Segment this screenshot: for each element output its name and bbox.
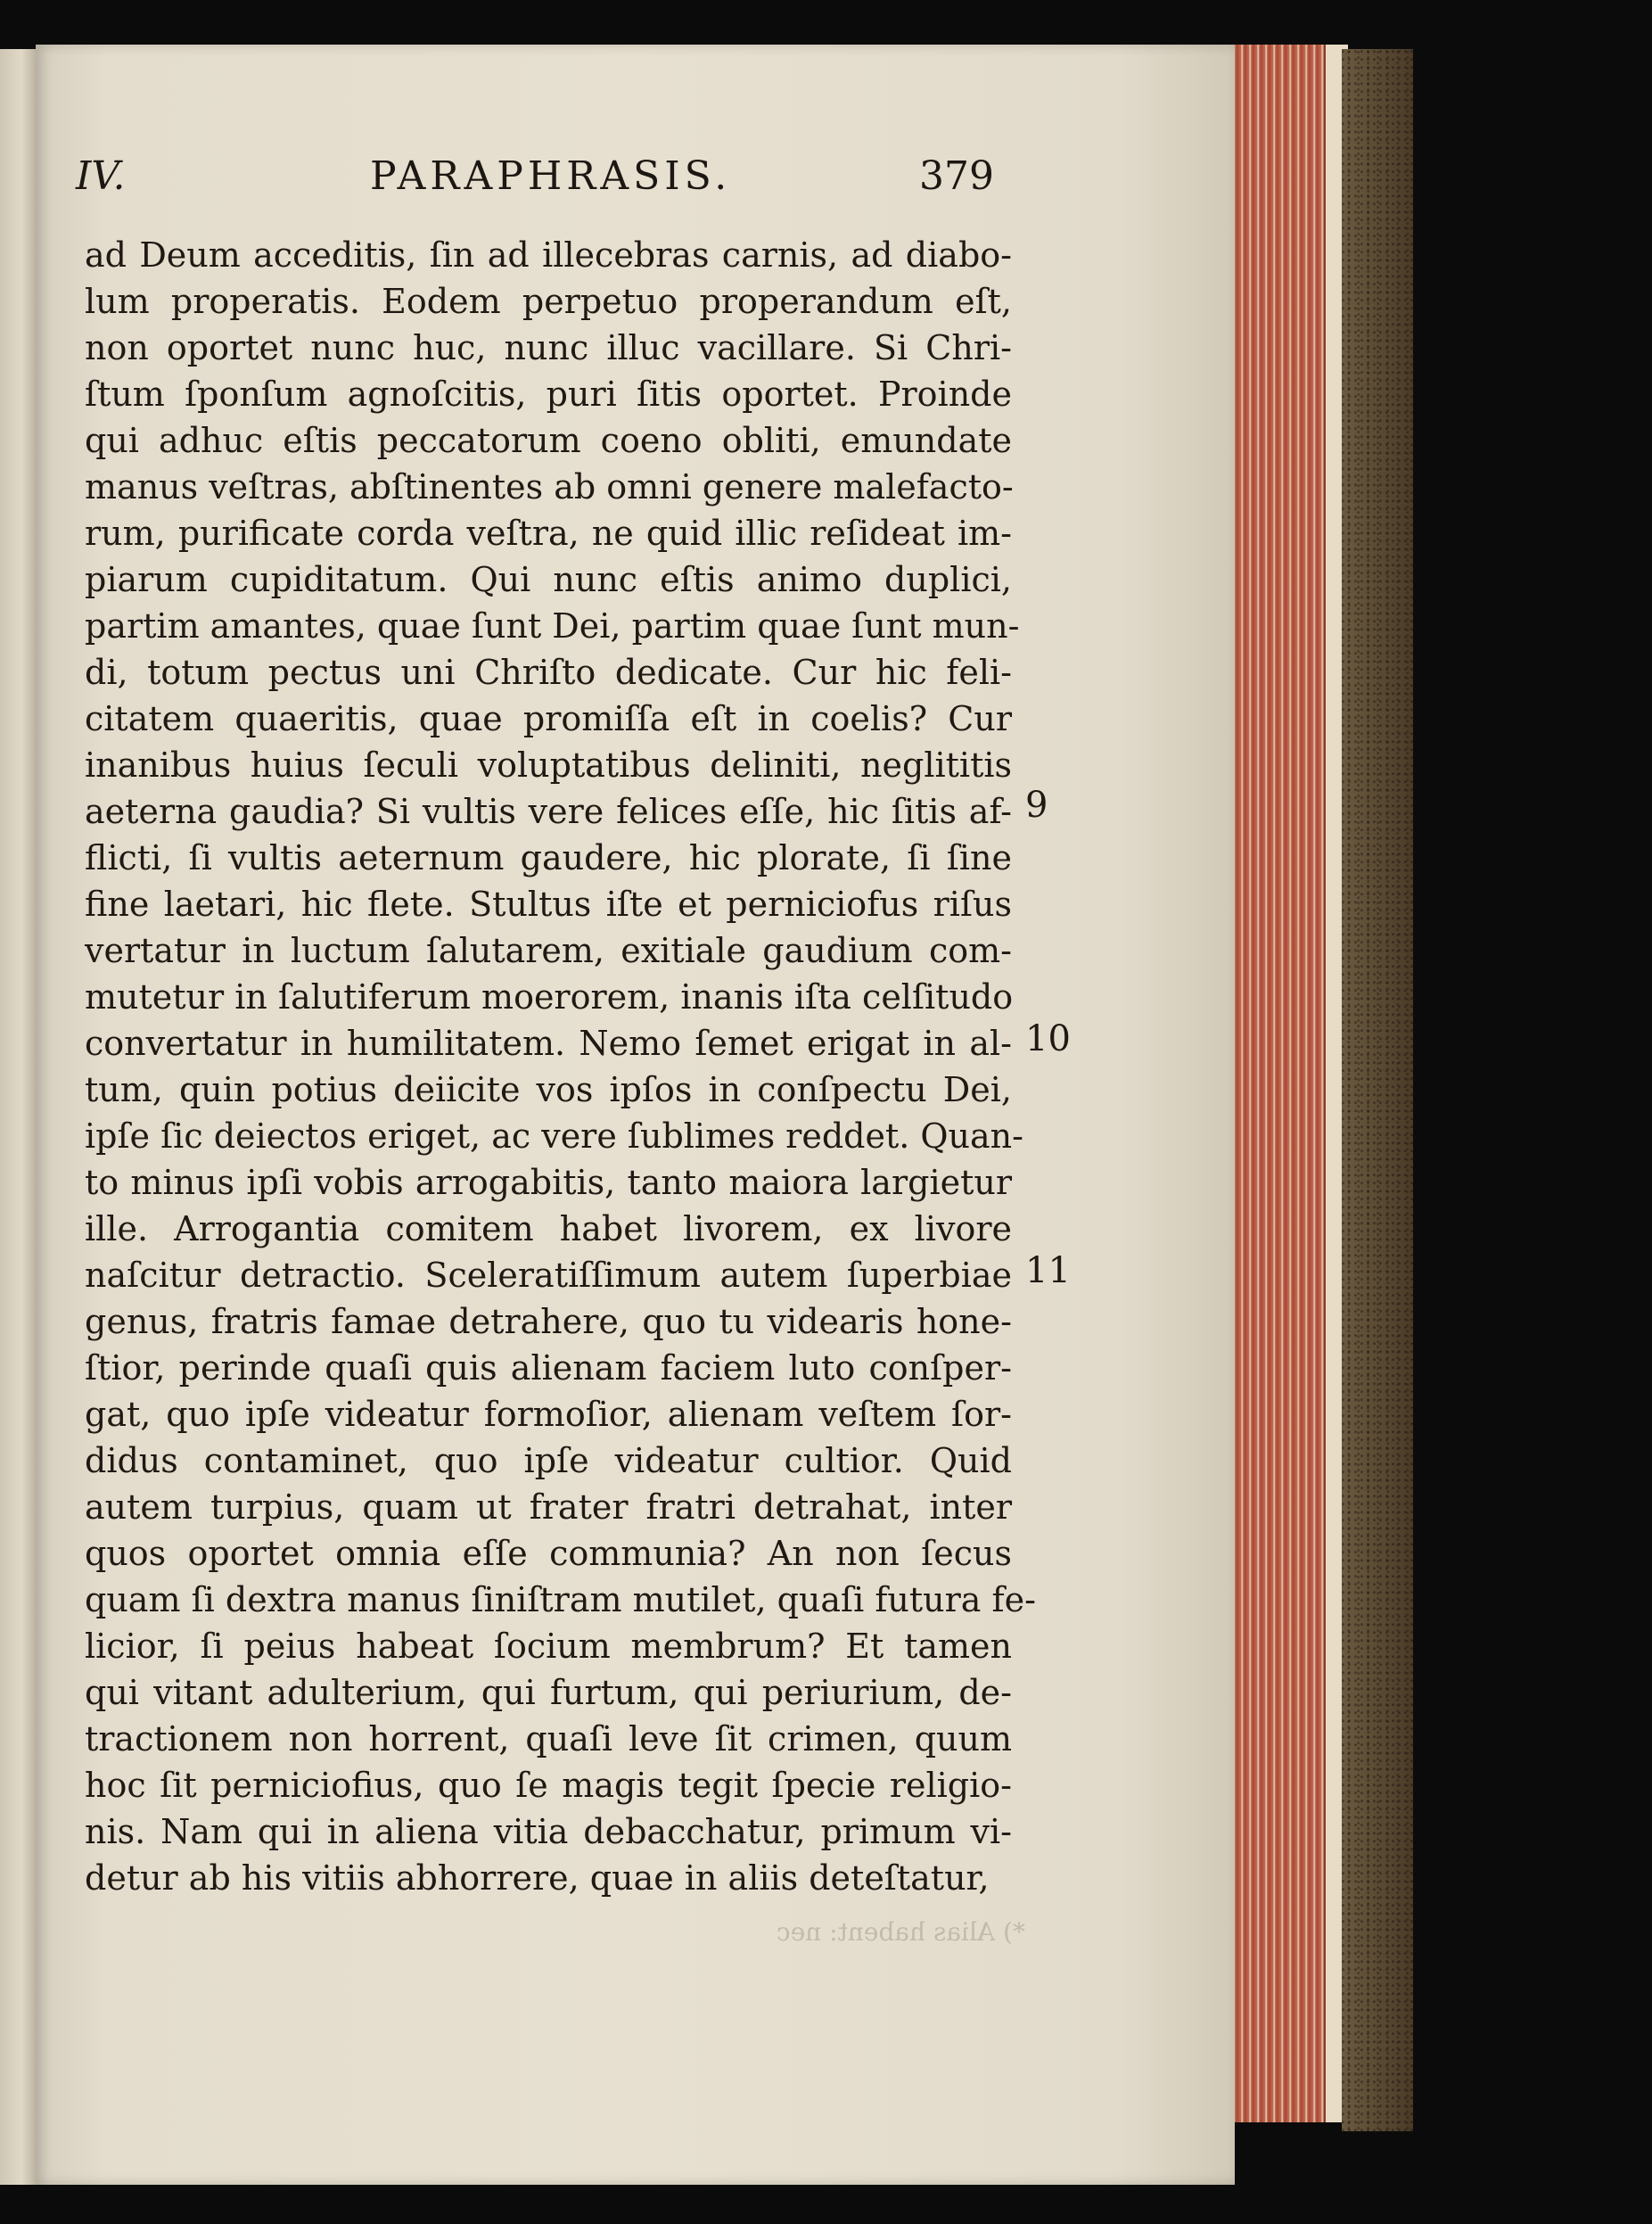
text-line: citatem quaeritis, quae promiſſa eſt in coelis? Cur	[85, 699, 1012, 738]
text-line: tractionem non horrent, quaſi leve ſit crimen, quum	[85, 1719, 1012, 1759]
text-line: di, totum pectus uni Chriſto dedicate. Cur hic feli-	[85, 653, 1012, 692]
text-line: ſtum ſponſum agnoſcitis, puri ſitis oportet. Proinde	[85, 375, 1012, 414]
previous-page-edge	[0, 49, 37, 2185]
text-line: aeterna gaudia? Si vultis vere felices eſſe, hic ſitis af-	[85, 792, 1012, 831]
text-line: mutetur in ſalutiferum moerorem, inanis iſta celſitudo	[85, 977, 1014, 1017]
text-line: tum, quin potius deiicite vos ipſos in conſpectu Dei,	[85, 1070, 1012, 1109]
verse-number: 10	[1025, 1018, 1071, 1059]
text-line: didus contaminet, quo ipſe videatur cultior. Quid	[85, 1441, 1012, 1480]
text-line: gat, quo ipſe videatur formoſior, alienam veſtem ſor-	[85, 1395, 1012, 1434]
text-line: ad Deum acceditis, ſin ad illecebras carnis, ad diabo-	[85, 235, 1012, 275]
text-line: lum properatis. Eodem perpetuo properandum eſt,	[85, 282, 1012, 321]
text-line: hoc ſit perniciofius, quo ſe magis tegit ſpecie religio-	[85, 1766, 1012, 1805]
text-line: non oportet nunc huc, nunc illuc vacillare. Si Chri-	[85, 328, 1012, 367]
text-line: ille. Arrogantia comitem habet livorem, ex livore	[85, 1209, 1012, 1248]
running-header	[76, 153, 994, 207]
text-line: naſcitur detractio. Sceleratiſſimum autem ſuperbiae	[85, 1256, 1012, 1295]
verse-number: 9	[1025, 785, 1048, 826]
text-line: fine laetari, hic flete. Stultus iſte et perniciofus riſus	[85, 885, 1012, 924]
text-line: quos oportet omnia eſſe communia? An non ſecus	[85, 1534, 1012, 1573]
text-line: quam ſi dextra manus ſiniſtram mutilet, quaſi futura fe-	[85, 1580, 1036, 1619]
text-line: autem turpius, quam ut frater fratri detrahat, inter	[85, 1487, 1012, 1527]
body-text	[85, 232, 1036, 1901]
text-line: licior, ſi peius habeat ſocium membrum? Et tamen	[85, 1627, 1012, 1666]
text-line: vertatur in luctum ſalutarem, exitiale gaudium com-	[85, 931, 1012, 970]
text-line: ipſe ſic deiectos eriget, ac vere ſublimes reddet. Quan-	[85, 1116, 1023, 1156]
text-line: ſtior, perinde quaſi quis alienam faciem luto conſper-	[85, 1348, 1012, 1388]
running-title: PARAPHRASIS.	[370, 153, 732, 199]
text-line: genus, fratris famae detrahere, quo tu videaris hone-	[85, 1302, 1012, 1341]
book-cover-edge	[1342, 49, 1413, 2131]
text-line: piarum cupiditatum. Qui nunc eſtis animo duplici,	[85, 560, 1012, 599]
page-number: 379	[919, 153, 994, 199]
text-line: qui adhuc eſtis peccatorum coeno obliti, emundate	[85, 421, 1012, 460]
text-line: to minus ipſi vobis arrogabitis, tanto maiora largietur	[85, 1163, 1012, 1202]
text-line: qui vitant adulterium, qui furtum, qui periurium, de-	[85, 1673, 1012, 1712]
text-line: nis. Nam qui in aliena vitia debacchatur, primum vi-	[85, 1812, 1012, 1851]
chapter-number: IV.	[76, 153, 126, 199]
text-line: rum, purificate corda veſtra, ne quid illic reſideat im-	[85, 514, 1012, 553]
verse-number: 11	[1025, 1250, 1071, 1291]
text-line: flicti, ſi vultis aeternum gaudere, hic plorate, ſi ſine	[85, 838, 1012, 877]
text-line: inanibus huius ſeculi voluptatibus deliniti, neglititis	[85, 745, 1012, 785]
text-line: partim amantes, quae ſunt Dei, partim quae ſunt mun-	[85, 606, 1020, 646]
text-line: convertatur in humilitatem. Nemo ſemet erigat in al-	[85, 1024, 1012, 1063]
text-line: detur ab his vitiis abhorrere, quae in aliis deteſtatur,	[85, 1858, 990, 1898]
text-line: manus veſtras, abſtinentes ab omni genere malefacto-	[85, 467, 1014, 507]
bleed-through-text: *) Alias habent: nec	[776, 1917, 1025, 1947]
